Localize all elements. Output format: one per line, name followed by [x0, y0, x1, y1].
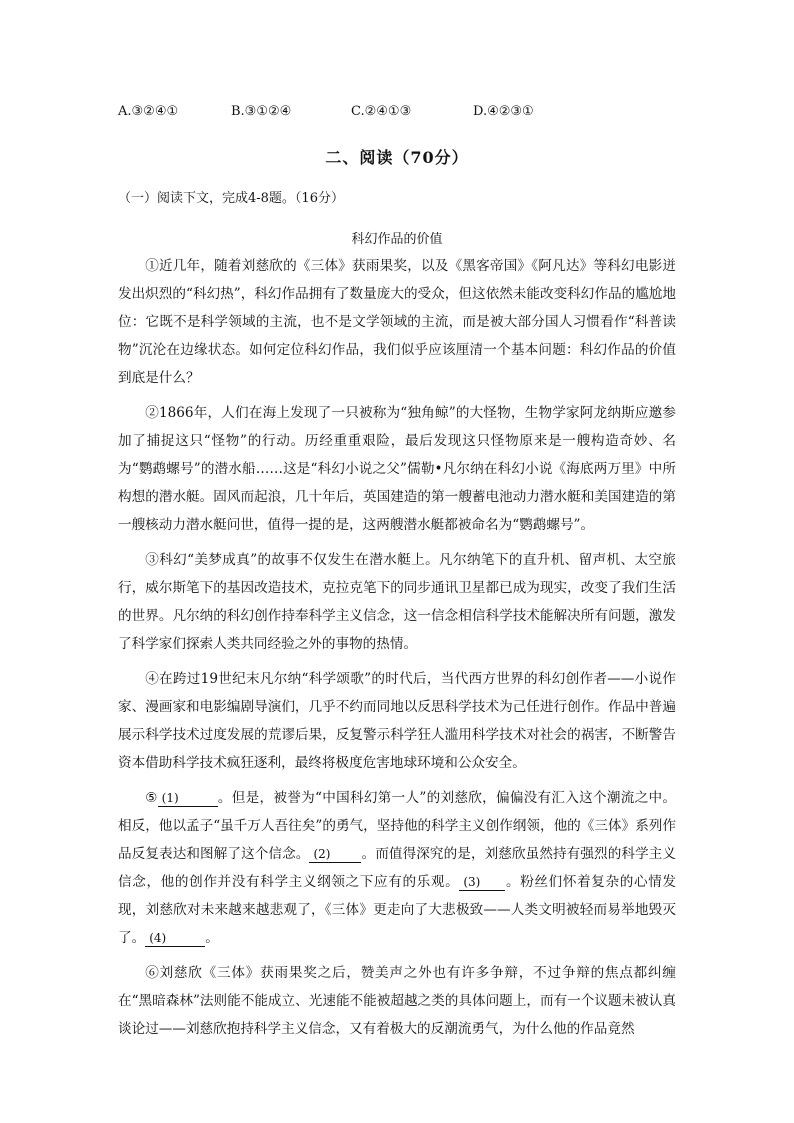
paragraph-5-number: ⑤	[145, 790, 158, 806]
paragraph-5-text-b: 。而值得深究的是，刘慈欣虽然持有强烈的科学主义信念，他的创作并没有科学主义纲领之下应有的乐观。	[118, 846, 677, 890]
paragraph-1: ①近几年，随着刘慈欣的《三体》获雨果奖，以及《黑客帝国》《阿凡达》等科幻电影迸发出炽烈的“科幻热”，科幻作品拥有了数量庞大的受众，但这依然未能改变科幻作品的尴尬地位：它既不是科学领域的主流，也不是文学领域的主流，而是被大部分国人习惯看作“科普读物”沉沦在边缘状态。如何定位科幻作品，我们似乎应该厘清一个基本问题：科幻作品的价值到底是什么？	[118, 258, 676, 386]
blank-2: (2)	[309, 846, 361, 863]
option-c: C.②④①③	[351, 104, 412, 119]
option-a: A.③②④①	[118, 104, 179, 119]
blank-4: (4)	[145, 930, 205, 947]
paragraph-3: ③科幻“美梦成真”的故事不仅发生在潜水艇上。凡尔纳笔下的直升机、留声机、太空旅行，威尔斯笔下的基因改造技术，克拉克笔下的同步通讯卫星都已成为现实，改变了我们生活的世界。凡尔纳的科幻创作持奉科学主义信念，这一信念相信科学技术能解决所有问题，激发了科学家们探索人类共同经验之外的事物的热情。	[118, 552, 676, 652]
option-d: D.④②③①	[473, 104, 534, 119]
option-b: B.③①②④	[231, 104, 292, 119]
answer-options	[118, 104, 573, 119]
article-title: 科幻作品的价值	[351, 232, 443, 247]
paragraph-5	[118, 784, 676, 952]
blank-1: (1)	[158, 790, 218, 807]
paragraph-6: ⑥刘慈欣《三体》获雨果奖之后，赞美声之外也有许多争辩，不过争辩的焦点都纠缠在“黑暗森林”法则能不能成立、光速能不能被超越之类的具体问题上，而有一个议题未被认真谈论过——刘慈欣抱持科学主义信念，又有着极大的反潮流勇气，为什么他的作品竟然	[118, 965, 676, 1037]
paragraph-5-text-c: 。粉丝们怀着复杂的心情发现，刘慈欣对未来越来越悲观了，《三体》更走向了大悲极致——人类文明被轻而易举地毁灭了。	[118, 874, 677, 946]
paragraph-2: ②1866年，人们在海上发现了一只被称为“独角鲸”的大怪物，生物学家阿龙纳斯应邀参加了捕捉这只“怪物”的行动。历经重重艰险，最后发现这只怪物原来是一艘构造奇妙、名为“鹦鹉螺号”的潜水船……这是“科幻小说之父”儒勒•凡尔纳在科幻小说《海底两万里》中所构想的潜水艇。固风而起浪，几十年后，英国建造的第一艘蓄电池动力潜水艇和美国建造的第一艘核动力潜水艇问世，值得一提的是，这两艘潜水艇都被命名为“鹦鹉螺号”。	[118, 405, 676, 533]
paragraph-4: ④在跨过19世纪末凡尔纳“科学颂歌”的时代后，当代西方世界的科幻创作者——小说作家、漫画家和电影编剧导演们，几乎不约而同地以反思科学技术为己任进行创作。作品中普遍展示科学技术过度发展的荒谬后果，反复警示科学狂人滥用科学技术对社会的祸害，不断警告资本借助科学技术疯狂逐利，最终将极度危害地球环境和公众安全。	[118, 671, 676, 771]
paragraph-5-end: 。	[205, 930, 219, 946]
article-body	[118, 252, 676, 1043]
reading-instruction: （一）阅读下文，完成4-8题。（16分）	[118, 191, 344, 206]
paragraph-5-text-a: 。但是，被誉为“中国科幻第一人”的刘慈欣，偏偏没有汇入这个潮流之中。相反，他以孟子“虽千万人吾往矣”的勇气，坚持他的科学主义创作纲领，他的《三体》系列作品反复表达和图解了这个信念。	[118, 790, 676, 862]
blank-3: (3)	[459, 874, 505, 891]
section-title: 二、阅读（70分）	[325, 148, 469, 167]
